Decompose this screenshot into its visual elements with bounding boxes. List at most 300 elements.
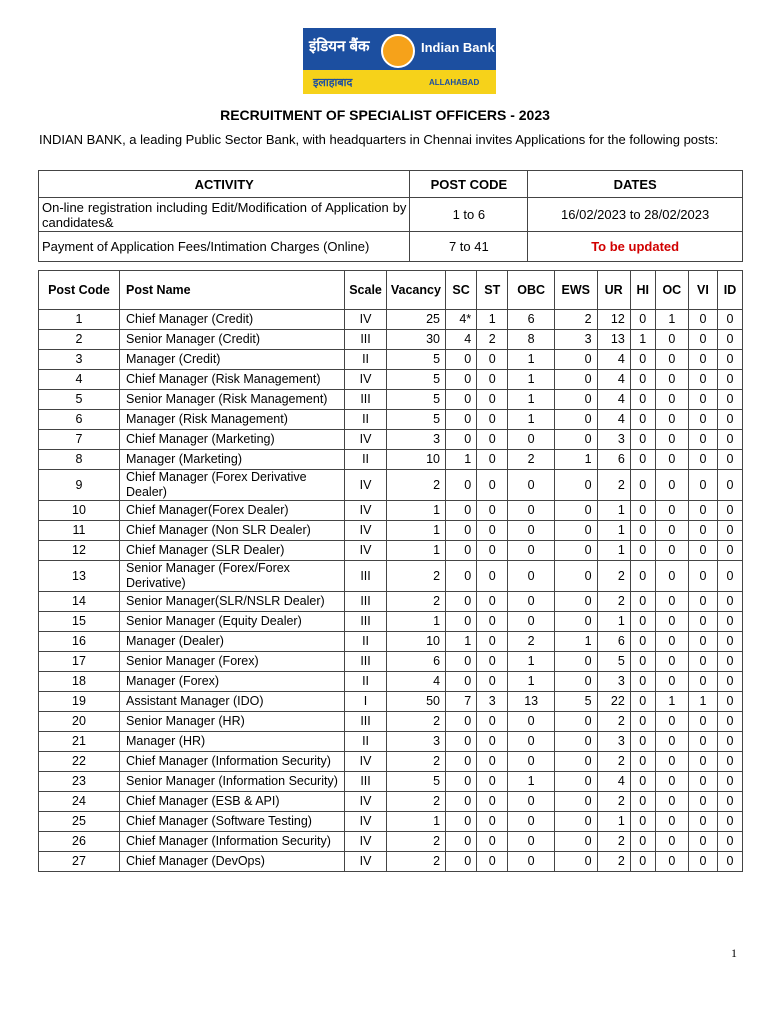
st-cell: 0 [477,470,508,501]
st-cell: 0 [477,752,508,772]
scale-cell: IV [345,852,387,872]
hi-cell: 0 [630,752,655,772]
hi-cell: 0 [630,832,655,852]
logo-hindi-sub: इलाहाबाद [313,77,353,89]
obc-cell: 0 [508,832,555,852]
vacancy-cell: 2 [386,792,445,812]
post-code-cell: 12 [39,541,120,561]
id-cell: 0 [717,310,742,330]
obc-cell: 1 [508,652,555,672]
ews-cell: 1 [555,632,598,652]
post-code-cell: 1 to 6 [410,198,528,232]
table-row [39,410,743,430]
vacancy-cell: 2 [386,712,445,732]
post-code-cell: 19 [39,692,120,712]
post-code-cell: 17 [39,652,120,672]
post-name-cell: Chief Manager (Software Testing) [119,812,344,832]
table-row [39,521,743,541]
table-row [39,450,743,470]
vacancy-cell: 1 [386,812,445,832]
ur-cell: 2 [597,712,630,732]
ews-cell: 0 [555,430,598,450]
scale-cell: IV [345,370,387,390]
scale-cell: II [345,632,387,652]
oc-cell: 0 [655,350,688,370]
sc-cell: 0 [446,712,477,732]
activity-cell: Payment of Application Fees/Intimation Charges (Online) [39,232,410,262]
post-code-cell: 11 [39,521,120,541]
oc-cell: 0 [655,672,688,692]
obc-cell: 8 [508,330,555,350]
st-cell: 0 [477,852,508,872]
oc-cell: 0 [655,772,688,792]
vi-cell: 0 [688,712,717,732]
post-name-cell: Chief Manager (Risk Management) [119,370,344,390]
vacancy-cell: 10 [386,632,445,652]
obc-cell: 2 [508,450,555,470]
activity-row [39,198,743,232]
st-cell: 0 [477,832,508,852]
vacancy-cell: 6 [386,652,445,672]
sc-cell: 1 [446,632,477,652]
oc-cell: 0 [655,470,688,501]
sc-cell: 0 [446,410,477,430]
indian-bank-logo [303,28,496,94]
scale-cell: IV [345,812,387,832]
obc-cell: 6 [508,310,555,330]
oc-cell: 0 [655,832,688,852]
obc-cell: 0 [508,501,555,521]
obc-cell: 0 [508,430,555,450]
oc-cell: 0 [655,752,688,772]
vi-cell: 0 [688,632,717,652]
post-code-cell: 18 [39,672,120,692]
hi-cell: 0 [630,592,655,612]
table-row [39,672,743,692]
scale-cell: III [345,390,387,410]
vi-cell: 0 [688,330,717,350]
sc-cell: 0 [446,430,477,450]
vi-cell: 0 [688,390,717,410]
vi-cell: 0 [688,852,717,872]
scale-cell: IV [345,521,387,541]
sc-cell: 0 [446,672,477,692]
post-name-cell: Chief Manager (Credit) [119,310,344,330]
ews-cell: 0 [555,541,598,561]
obc-cell: 0 [508,752,555,772]
ews-cell: 0 [555,732,598,752]
st-cell: 0 [477,812,508,832]
obc-cell: 1 [508,390,555,410]
ews-cell: 0 [555,501,598,521]
activity-row [39,232,743,262]
obc-cell: 0 [508,612,555,632]
hi-cell: 0 [630,470,655,501]
id-cell: 0 [717,430,742,450]
table-row [39,370,743,390]
vacancy-cell: 5 [386,350,445,370]
vacancy-cell: 1 [386,612,445,632]
post-code-header: POST CODE [410,171,528,198]
st-cell: 0 [477,632,508,652]
vi-cell: 0 [688,592,717,612]
page-title: RECRUITMENT OF SPECIALIST OFFICERS - 2023 [220,107,550,123]
sc-cell: 0 [446,752,477,772]
vacancy-header: Vacancy [386,271,445,310]
vacancy-cell: 30 [386,330,445,350]
post-name-cell: Senior Manager (HR) [119,712,344,732]
table-row [39,561,743,592]
ur-cell: 2 [597,852,630,872]
post-code-cell: 24 [39,792,120,812]
post-code-cell: 6 [39,410,120,430]
sc-cell: 0 [446,521,477,541]
post-code-header: Post Code [39,271,120,310]
post-code-cell: 15 [39,612,120,632]
table-row [39,832,743,852]
id-cell: 0 [717,792,742,812]
id-cell: 0 [717,330,742,350]
obc-cell: 0 [508,712,555,732]
sc-cell: 4 [446,330,477,350]
vi-cell: 0 [688,310,717,330]
st-cell: 0 [477,672,508,692]
table-row [39,592,743,612]
post-name-header: Post Name [119,271,344,310]
sc-cell: 0 [446,792,477,812]
table-row [39,470,743,501]
id-cell: 0 [717,521,742,541]
id-cell: 0 [717,561,742,592]
st-cell: 0 [477,712,508,732]
logo-english-sub: ALLAHABAD [429,78,480,87]
post-name-cell: Senior Manager (Forex) [119,652,344,672]
oc-cell: 0 [655,652,688,672]
scale-cell: IV [345,470,387,501]
ur-cell: 2 [597,832,630,852]
vacancy-cell: 2 [386,561,445,592]
table-row [39,541,743,561]
sc-cell: 0 [446,592,477,612]
vi-cell: 0 [688,470,717,501]
vacancy-cell: 5 [386,390,445,410]
post-name-cell: Manager (Forex) [119,672,344,692]
post-name-cell: Senior Manager (Equity Dealer) [119,612,344,632]
oc-cell: 0 [655,561,688,592]
posts-header-row [39,271,743,310]
post-code-cell: 10 [39,501,120,521]
vi-cell: 0 [688,752,717,772]
scale-cell: IV [345,430,387,450]
vacancy-cell: 2 [386,592,445,612]
ews-cell: 5 [555,692,598,712]
post-code-cell: 16 [39,632,120,652]
table-row [39,430,743,450]
ur-header: UR [597,271,630,310]
id-cell: 0 [717,852,742,872]
scale-header: Scale [345,271,387,310]
ur-cell: 1 [597,812,630,832]
oc-header: OC [655,271,688,310]
hi-cell: 0 [630,450,655,470]
table-row [39,732,743,752]
ur-cell: 1 [597,521,630,541]
post-name-cell: Chief Manager (DevOps) [119,852,344,872]
table-row [39,792,743,812]
vacancy-cell: 1 [386,521,445,541]
obc-cell: 0 [508,521,555,541]
oc-cell: 0 [655,852,688,872]
vi-cell: 0 [688,501,717,521]
dates-header: DATES [528,171,743,198]
ews-cell: 0 [555,852,598,872]
table-row [39,390,743,410]
scale-cell: II [345,450,387,470]
ur-cell: 5 [597,652,630,672]
intro-paragraph: INDIAN BANK, a leading Public Sector Bank, with headquarters in Chennai invites Applications for the following posts: [39,132,719,147]
vacancy-cell: 2 [386,832,445,852]
bank-emblem-icon [381,34,415,68]
id-cell: 0 [717,410,742,430]
st-cell: 0 [477,410,508,430]
vacancy-cell: 2 [386,470,445,501]
obc-cell: 0 [508,852,555,872]
vi-cell: 0 [688,561,717,592]
table-row [39,612,743,632]
id-cell: 0 [717,350,742,370]
st-cell: 0 [477,450,508,470]
obc-header: OBC [508,271,555,310]
post-code-cell: 21 [39,732,120,752]
ur-cell: 2 [597,792,630,812]
ews-cell: 0 [555,350,598,370]
vacancy-cell: 4 [386,672,445,692]
st-cell: 0 [477,390,508,410]
ur-cell: 6 [597,632,630,652]
obc-cell: 1 [508,672,555,692]
scale-cell: III [345,330,387,350]
post-name-cell: Chief Manager (Non SLR Dealer) [119,521,344,541]
vi-cell: 0 [688,370,717,390]
ews-cell: 0 [555,390,598,410]
obc-cell: 1 [508,410,555,430]
post-name-cell: Senior Manager(SLR/NSLR Dealer) [119,592,344,612]
st-cell: 0 [477,592,508,612]
oc-cell: 0 [655,732,688,752]
vi-cell: 0 [688,772,717,792]
hi-cell: 0 [630,541,655,561]
vi-cell: 0 [688,812,717,832]
id-cell: 0 [717,732,742,752]
obc-cell: 1 [508,350,555,370]
ur-cell: 4 [597,772,630,792]
post-name-cell: Senior Manager (Information Security) [119,772,344,792]
st-cell: 0 [477,430,508,450]
vacancy-cell: 3 [386,430,445,450]
hi-cell: 0 [630,430,655,450]
id-header: ID [717,271,742,310]
post-code-cell: 7 [39,430,120,450]
post-code-cell: 22 [39,752,120,772]
hi-cell: 0 [630,812,655,832]
ews-cell: 0 [555,792,598,812]
hi-cell: 0 [630,370,655,390]
ews-cell: 0 [555,561,598,592]
st-cell: 0 [477,652,508,672]
id-cell: 0 [717,612,742,632]
ews-cell: 0 [555,470,598,501]
posts-table [38,270,743,872]
post-name-cell: Chief Manager (Marketing) [119,430,344,450]
ews-cell: 0 [555,370,598,390]
hi-cell: 0 [630,310,655,330]
sc-cell: 0 [446,652,477,672]
st-cell: 0 [477,501,508,521]
sc-cell: 0 [446,612,477,632]
sc-cell: 0 [446,832,477,852]
hi-cell: 0 [630,772,655,792]
vi-cell: 0 [688,521,717,541]
sc-cell: 0 [446,470,477,501]
oc-cell: 0 [655,370,688,390]
hi-cell: 0 [630,410,655,430]
scale-cell: III [345,561,387,592]
ews-cell: 0 [555,752,598,772]
ur-cell: 3 [597,430,630,450]
st-cell: 0 [477,792,508,812]
post-code-cell: 2 [39,330,120,350]
post-code-cell: 4 [39,370,120,390]
sc-cell: 0 [446,501,477,521]
oc-cell: 1 [655,692,688,712]
st-cell: 2 [477,330,508,350]
oc-cell: 0 [655,330,688,350]
hi-cell: 0 [630,692,655,712]
hi-cell: 0 [630,792,655,812]
id-cell: 0 [717,812,742,832]
scale-cell: IV [345,752,387,772]
oc-cell: 0 [655,450,688,470]
post-name-cell: Senior Manager (Forex/Forex Derivative) [119,561,344,592]
id-cell: 0 [717,652,742,672]
post-code-cell: 8 [39,450,120,470]
vi-cell: 0 [688,450,717,470]
vi-cell: 0 [688,350,717,370]
id-cell: 0 [717,592,742,612]
sc-cell: 0 [446,772,477,792]
post-name-cell: Manager (Marketing) [119,450,344,470]
ews-cell: 0 [555,592,598,612]
st-cell: 0 [477,732,508,752]
ews-cell: 0 [555,652,598,672]
st-cell: 0 [477,350,508,370]
vi-cell: 0 [688,732,717,752]
id-cell: 0 [717,672,742,692]
post-code-cell: 20 [39,712,120,732]
hi-cell: 0 [630,390,655,410]
ur-cell: 22 [597,692,630,712]
st-cell: 0 [477,541,508,561]
id-cell: 0 [717,370,742,390]
vacancy-cell: 1 [386,501,445,521]
activity-header: ACTIVITY [39,171,410,198]
oc-cell: 0 [655,410,688,430]
vi-cell: 0 [688,792,717,812]
st-header: ST [477,271,508,310]
scale-cell: IV [345,792,387,812]
hi-cell: 1 [630,330,655,350]
ur-cell: 1 [597,612,630,632]
id-cell: 0 [717,390,742,410]
vacancy-cell: 1 [386,541,445,561]
obc-cell: 0 [508,470,555,501]
sc-cell: 7 [446,692,477,712]
obc-cell: 0 [508,792,555,812]
dates-cell: To be updated [528,232,743,262]
vacancy-cell: 5 [386,410,445,430]
sc-header: SC [446,271,477,310]
table-row [39,632,743,652]
ur-cell: 1 [597,501,630,521]
ur-cell: 4 [597,370,630,390]
post-name-cell: Manager (Risk Management) [119,410,344,430]
activity-header-row [39,171,743,198]
vacancy-cell: 5 [386,772,445,792]
table-row [39,330,743,350]
vacancy-cell: 5 [386,370,445,390]
hi-cell: 0 [630,501,655,521]
scale-cell: II [345,410,387,430]
st-cell: 0 [477,612,508,632]
vacancy-cell: 50 [386,692,445,712]
id-cell: 0 [717,541,742,561]
oc-cell: 0 [655,541,688,561]
post-name-cell: Chief Manager(Forex Dealer) [119,501,344,521]
oc-cell: 0 [655,812,688,832]
hi-cell: 0 [630,652,655,672]
post-code-cell: 27 [39,852,120,872]
dates-cell: 16/02/2023 to 28/02/2023 [528,198,743,232]
scale-cell: IV [345,310,387,330]
table-row [39,652,743,672]
hi-cell: 0 [630,521,655,541]
ur-cell: 13 [597,330,630,350]
vacancy-cell: 25 [386,310,445,330]
scale-cell: III [345,592,387,612]
vi-cell: 1 [688,692,717,712]
obc-cell: 0 [508,561,555,592]
table-row [39,852,743,872]
ur-cell: 3 [597,672,630,692]
logo-english-name: Indian Bank [421,40,495,55]
hi-cell: 0 [630,561,655,592]
post-name-cell: Assistant Manager (IDO) [119,692,344,712]
ews-cell: 0 [555,772,598,792]
obc-cell: 0 [508,592,555,612]
ur-cell: 4 [597,390,630,410]
st-cell: 0 [477,370,508,390]
ur-cell: 6 [597,450,630,470]
id-cell: 0 [717,712,742,732]
ur-cell: 2 [597,592,630,612]
id-cell: 0 [717,752,742,772]
ews-cell: 2 [555,310,598,330]
obc-cell: 0 [508,541,555,561]
oc-cell: 0 [655,430,688,450]
ur-cell: 1 [597,541,630,561]
ews-cell: 0 [555,521,598,541]
post-name-cell: Senior Manager (Risk Management) [119,390,344,410]
